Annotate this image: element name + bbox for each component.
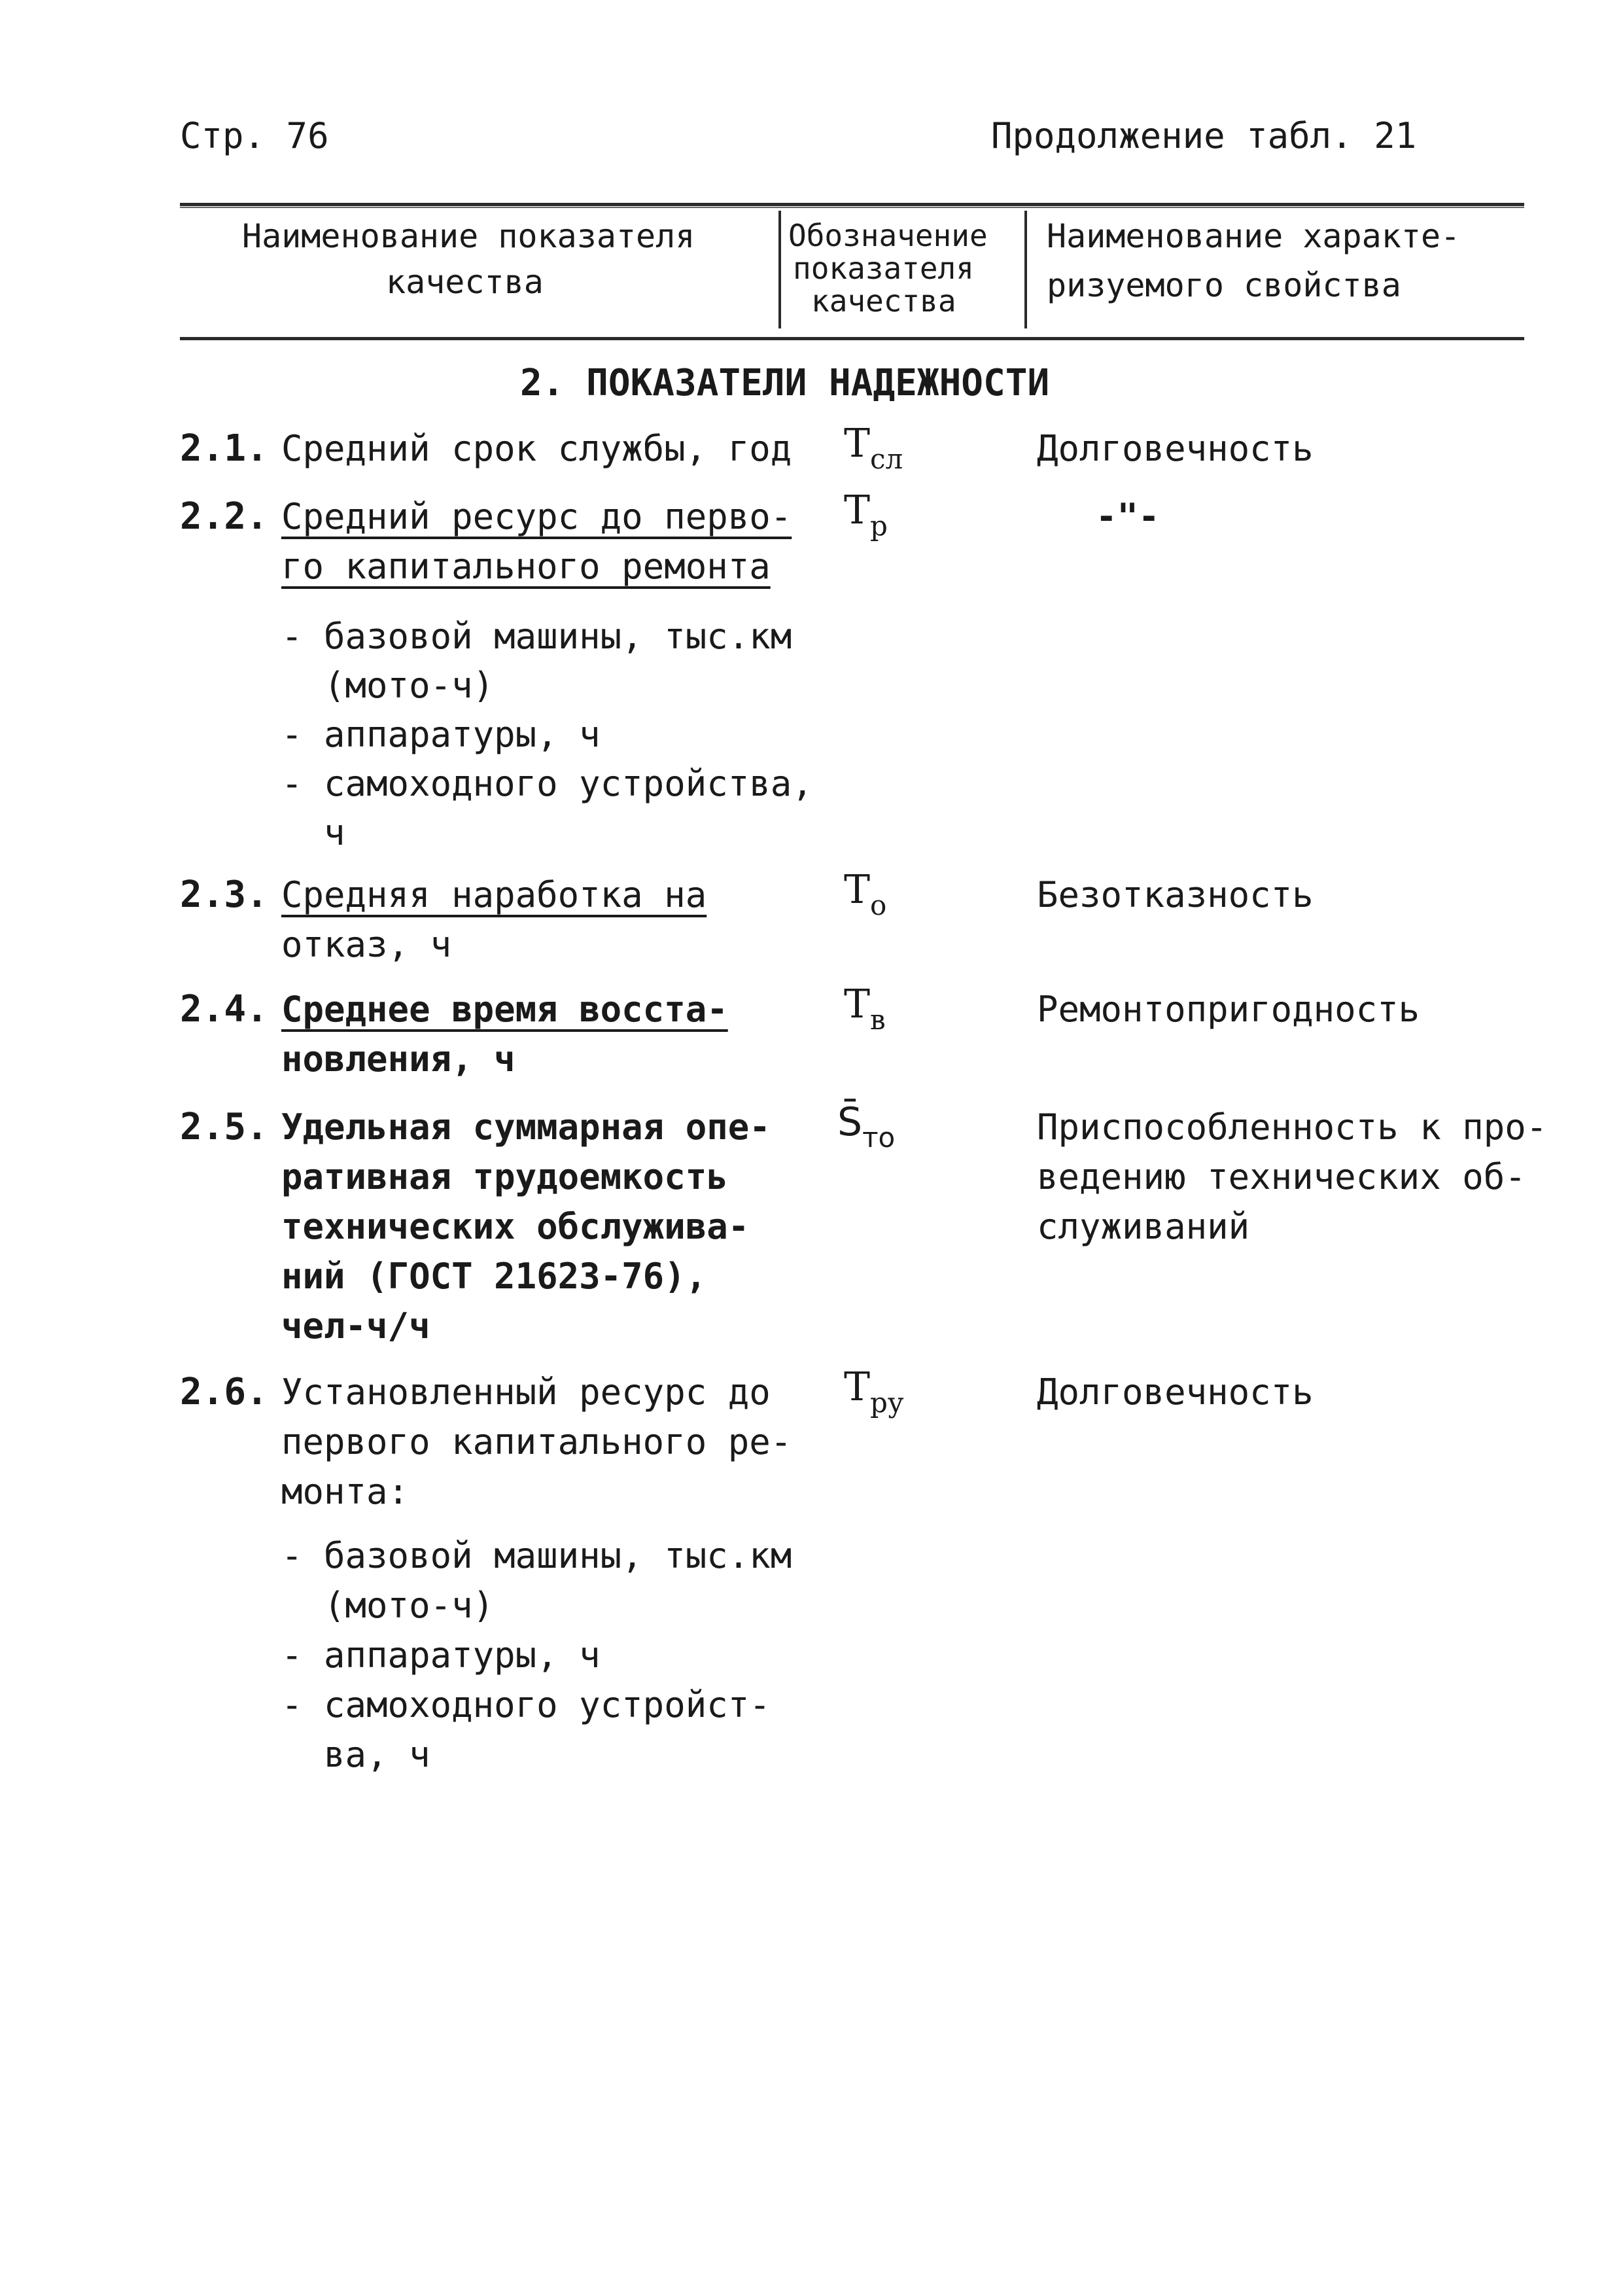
list-item: - самоходного устройства, <box>281 763 813 804</box>
indicator-name-line2: ративная трудоемкость <box>281 1156 728 1197</box>
table-top-rule-thin <box>180 207 1524 208</box>
list-item-cont: (мото-ч) <box>281 1585 495 1626</box>
indicator-name-line3: монта: <box>281 1471 410 1512</box>
header-column-separator-2 <box>1024 211 1027 328</box>
indicator-name-line1: Среднее время восста- <box>281 989 728 1030</box>
header-col2-line2: показателя <box>793 251 974 286</box>
indicator-symbol: $Т_{ру}$ <box>844 1364 904 1419</box>
header-col3-line1: Наименование характе- <box>1047 217 1461 255</box>
header-col1-line1: Наименование показателя <box>242 217 695 255</box>
table-top-rule <box>180 203 1524 206</box>
list-item: - базовой машины, тыс.км <box>281 1535 792 1576</box>
property-name-line1: Приспособленность к про- <box>1037 1106 1548 1148</box>
header-column-separator-1 <box>778 211 781 328</box>
row-number: 2.6. <box>180 1371 268 1413</box>
indicator-name: Средний срок службы, год <box>281 428 792 469</box>
indicator-name-line4: ний (ГОСТ 21623-76), <box>281 1256 707 1297</box>
property-name: Безотказность <box>1037 874 1314 915</box>
list-item: - самоходного устройст- <box>281 1684 771 1725</box>
property-name: Ремонтопригодность <box>1037 989 1420 1030</box>
property-name-line2: ведению технических об- <box>1037 1156 1526 1197</box>
property-name-line3: служиваний <box>1037 1206 1250 1247</box>
header-col3-line2: ризуемого свойства <box>1047 266 1401 304</box>
row-number: 2.3. <box>180 874 268 916</box>
row-number: 2.5. <box>180 1106 268 1148</box>
indicator-name-line1: Установленный ресурс до <box>281 1371 771 1413</box>
header-col1-line2: качества <box>386 263 544 301</box>
property-name: Долговечность <box>1037 1371 1314 1413</box>
indicator-symbol: $Т_о$ <box>844 867 887 921</box>
indicator-name-line2: отказ, ч <box>281 924 452 965</box>
page-number: Стр. 76 <box>180 115 329 156</box>
list-item-cont: ч <box>281 812 345 853</box>
header-col2-line1: Обозначение <box>788 218 988 253</box>
table-header-bottom-rule <box>180 337 1524 340</box>
section-title: 2. ПОКАЗАТЕЛИ НАДЕЖНОСТИ <box>520 362 1050 404</box>
list-item: - аппаратуры, ч <box>281 714 601 755</box>
indicator-name-line1: Удельная суммарная опе- <box>281 1106 771 1148</box>
indicator-symbol: $S̄_{то}$ <box>837 1099 896 1154</box>
indicator-name-line1: Средний ресурс до перво- <box>281 496 792 537</box>
row-number: 2.4. <box>180 988 268 1031</box>
row-number: 2.1. <box>180 427 268 470</box>
indicator-name-line2: новления, ч <box>281 1038 515 1080</box>
property-name: Долговечность <box>1037 428 1314 469</box>
indicator-name-line2: го капитального ремонта <box>281 546 771 587</box>
list-item: - базовой машины, тыс.км <box>281 616 792 657</box>
indicator-symbol: $Т_в$ <box>844 981 886 1036</box>
list-item-cont: (мото-ч) <box>281 665 495 706</box>
indicator-name-line1: Средняя наработка на <box>281 874 707 915</box>
list-item-cont: ва, ч <box>281 1734 430 1775</box>
indicator-symbol: $Т_р$ <box>844 487 888 542</box>
indicator-symbol: $Т_{сл}$ <box>844 421 903 475</box>
property-ditto-mark: -"- <box>1096 496 1160 537</box>
indicator-name-line2: первого капитального ре- <box>281 1421 792 1462</box>
indicator-name-line3: технических обслужива- <box>281 1206 750 1247</box>
list-item: - аппаратуры, ч <box>281 1634 601 1676</box>
header-col2-line3: качества <box>811 283 956 319</box>
row-number: 2.2. <box>180 495 268 538</box>
table-continuation-label: Продолжение табл. 21 <box>991 115 1417 156</box>
indicator-name-line5: чел-ч/ч <box>281 1305 430 1347</box>
